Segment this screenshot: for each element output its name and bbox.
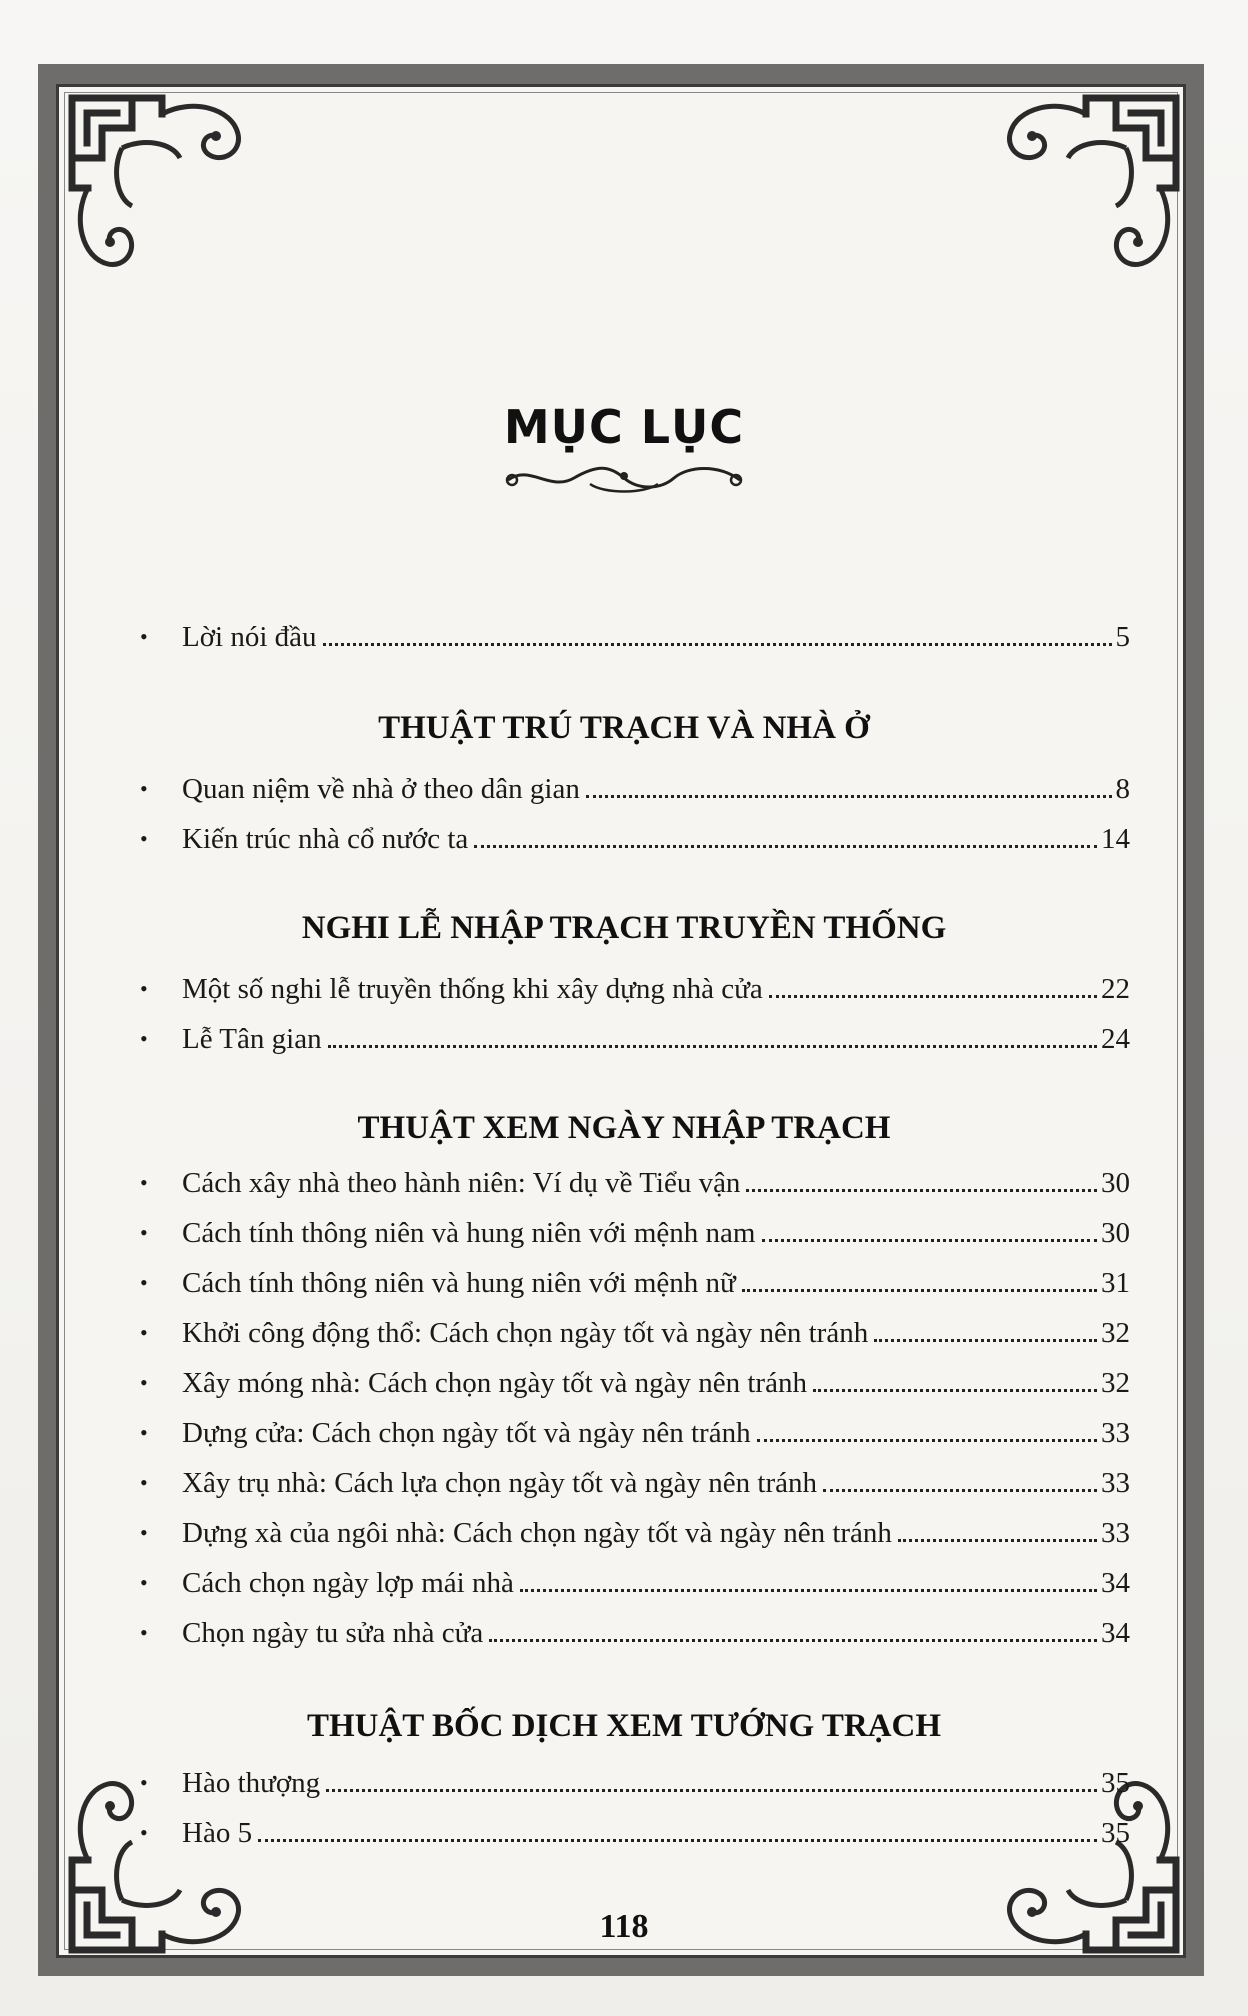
bullet-icon: • (140, 1270, 148, 1295)
toc-entry-title: Chọn ngày tu sửa nhà cửa (182, 1617, 484, 1649)
toc-entry (140, 1016, 1130, 1056)
toc-entry (140, 1510, 1130, 1550)
toc-entry-page: 22 (1101, 973, 1130, 1005)
toc-entry-page: 33 (1101, 1467, 1130, 1499)
corner-ornament-icon (996, 88, 1186, 278)
dot-leader (813, 1389, 1097, 1392)
section-heading: THUẬT BỐC DỊCH XEM TƯỚNG TRẠCH (306, 1708, 942, 1744)
section-heading: THUẬT XEM NGÀY NHẬP TRẠCH (357, 1110, 891, 1146)
toc-entry (140, 1310, 1130, 1350)
dot-leader (757, 1439, 1097, 1442)
toc-entry-title: Một số nghi lễ truyền thống khi xây dựng nhà cửa (182, 973, 763, 1005)
corner-ornament-icon (62, 88, 252, 278)
toc-entry-title: Dựng cửa: Cách chọn ngày tốt và ngày nên tránh (182, 1417, 751, 1449)
toc-entry (140, 1410, 1130, 1450)
toc-entry (140, 1160, 1130, 1200)
section-heading: NGHI LỄ NHẬP TRẠCH TRUYỀN THỐNG (301, 910, 947, 946)
bullet-icon: • (140, 976, 148, 1001)
toc-entry-page: 35 (1101, 1817, 1130, 1849)
toc-entry (140, 1560, 1130, 1600)
toc-entry-title: Cách xây nhà theo hành niên: Ví dụ về Tiểu vận (182, 1167, 741, 1199)
dot-leader (326, 1789, 1097, 1792)
toc-entry-page: 14 (1101, 823, 1130, 855)
bullet-icon: • (140, 1026, 148, 1051)
toc-entry-page: 32 (1101, 1367, 1130, 1399)
bullet-icon: • (140, 1470, 148, 1495)
toc-entry-page: 30 (1101, 1167, 1130, 1199)
section-heading: THUẬT TRÚ TRẠCH VÀ NHÀ Ở (378, 710, 870, 746)
bullet-icon: • (140, 1170, 148, 1195)
toc-entry-title: Lời nói đầu (182, 621, 317, 653)
toc-entry (140, 614, 1130, 654)
toc-entry-page: 8 (1115, 773, 1130, 805)
toc-entry-page: 33 (1101, 1417, 1130, 1449)
bullet-icon: • (140, 1370, 148, 1395)
toc-entry-title: Dựng xà của ngôi nhà: Cách chọn ngày tốt và ngày nên tránh (182, 1517, 892, 1549)
toc-entry (140, 1760, 1130, 1800)
bullet-icon: • (140, 1620, 148, 1645)
dot-leader (898, 1539, 1097, 1542)
dot-leader (474, 845, 1097, 848)
toc-entry-title: Xây trụ nhà: Cách lựa chọn ngày tốt và ngày nên tránh (182, 1467, 817, 1499)
toc-entry-title: Lễ Tân gian (182, 1023, 322, 1055)
toc-entry (140, 1260, 1130, 1300)
toc-entry (140, 1210, 1130, 1250)
toc-entry-page: 34 (1101, 1617, 1130, 1649)
toc-entry-title: Hào thượng (182, 1767, 321, 1799)
toc-entry-title: Khởi công động thổ: Cách chọn ngày tốt và ngày nên tránh (182, 1317, 869, 1349)
toc-entry-page: 24 (1101, 1023, 1130, 1055)
dot-leader (823, 1489, 1097, 1492)
toc-entry-title: Cách tính thông niên và hung niên với mệnh nam (182, 1217, 756, 1249)
dot-leader (874, 1339, 1097, 1342)
bullet-icon: • (140, 826, 148, 851)
toc-entry-title: Xây móng nhà: Cách chọn ngày tốt và ngày nên tránh (182, 1367, 807, 1399)
toc-entry (140, 766, 1130, 806)
bullet-icon: • (140, 776, 148, 801)
toc-entry (140, 966, 1130, 1006)
toc-entry-title: Cách chọn ngày lợp mái nhà (182, 1567, 514, 1599)
toc-entry-title: Kiến trúc nhà cổ nước ta (182, 823, 469, 855)
bullet-icon: • (140, 1820, 148, 1845)
dot-leader (520, 1589, 1097, 1592)
toc-entry (140, 816, 1130, 856)
dot-leader (746, 1189, 1097, 1192)
toc-entry-title: Hào 5 (182, 1817, 253, 1849)
toc-entry-page: 31 (1101, 1267, 1130, 1299)
dot-leader (769, 995, 1097, 998)
bullet-icon: • (140, 1770, 148, 1795)
toc-entry-page: 34 (1101, 1567, 1130, 1599)
toc-entry-title: Cách tính thông niên và hung niên với mệnh nữ (182, 1267, 736, 1299)
bullet-icon: • (140, 1570, 148, 1595)
page-title: MỤC LỤC (503, 400, 745, 454)
title-flourish-icon (500, 458, 748, 498)
toc-entry (140, 1610, 1130, 1650)
bullet-icon: • (140, 1220, 148, 1245)
toc-entry-page: 33 (1101, 1517, 1130, 1549)
toc-entry (140, 1460, 1130, 1500)
dot-leader (586, 795, 1112, 798)
bullet-icon: • (140, 1420, 148, 1445)
toc-entry-page: 5 (1115, 621, 1130, 653)
toc-entry (140, 1360, 1130, 1400)
toc-entry-title: Quan niệm về nhà ở theo dân gian (182, 773, 580, 805)
bullet-icon: • (140, 1520, 148, 1545)
dot-leader (328, 1045, 1097, 1048)
dot-leader (762, 1239, 1098, 1242)
page-number: 118 (599, 1908, 649, 1945)
dot-leader (258, 1839, 1097, 1842)
dot-leader (489, 1639, 1097, 1642)
dot-leader (742, 1289, 1097, 1292)
toc-entry-page: 35 (1101, 1767, 1130, 1799)
bullet-icon: • (140, 1320, 148, 1345)
toc-entry-page: 30 (1101, 1217, 1130, 1249)
bullet-icon: • (140, 624, 148, 649)
toc-entry-page: 32 (1101, 1317, 1130, 1349)
dot-leader (323, 643, 1112, 646)
toc-entry (140, 1810, 1130, 1850)
